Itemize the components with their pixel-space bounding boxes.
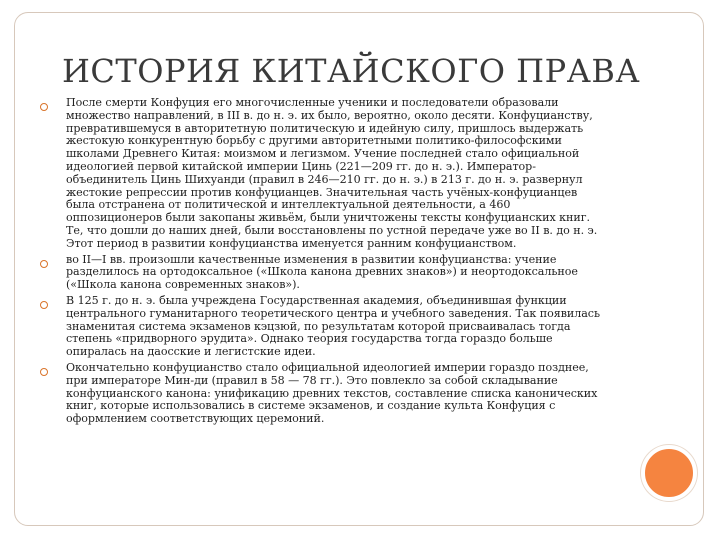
bullet-circle-icon (40, 301, 48, 309)
bullet-circle-icon (40, 260, 48, 268)
bullet-text: Окончательно конфуцианство стало официальной идеологией империи гораздо позднее, при императоре Мин-ди (правил в 58 — 78 гг.). Это повлекло за собой складывание конфуцианского канона: унификацию древних текстов, составление списка канонических книг, которые использовались в системе экзаменов, и создание культа Конфуция с оформлением соответствующих церемоний. (66, 360, 598, 426)
bullet-text: во II—I вв. произошли качественные изменения в развитии конфуцианства: учение разделилось на ортодоксальное («Школа канона древних знаков») и неортодоксальное («Школа канона современных знаков»). (66, 252, 578, 292)
bullet-circle-icon (40, 368, 48, 376)
slide-title: ИСТОРИЯ КИТАЙСКОГО ПРАВА (62, 52, 641, 90)
bullet-item (38, 362, 608, 426)
slide-content (38, 97, 608, 429)
bullet-circle-icon (40, 103, 48, 111)
bullet-list (38, 97, 608, 426)
bullet-text: После смерти Конфуция его многочисленные ученики и последователи образовали множество направлений, в III в. до н. э. их было, вероятно, около десяти. Конфуцианству, превратившемуся в авторитетную политическую и идейную силу, пришлось выдержать жестокую конкурентную борьбу с другими авторитетными политико-философскими школами Древнего Китая: моизмом и легизмом. Учение последней стало официальной идеологией первой китайской империи Цинь (221—209 гг. до н. э.). Император-объединитель Цинь Шихуанди (правил в 246—210 гг. до н. э.) в 213 г. до н. э. развернул жестокие репрессии против конфуцианцев. Значительная часть учёных-конфуцианцев была отстранена от политической и интеллектуальной деятельности, а 460 оппозиционеров были закопаны живьём, были уничтожены тексты конфуцианских книг. Те, что дошли до наших дней, были восстановлены по устной передаче уже во II в. до н. э. Этот период в развитии конфуцианства именуется ранним конфуцианством. (66, 96, 598, 250)
bullet-item (38, 254, 608, 292)
bullet-text: В 125 г. до н. э. была учреждена Государственная академия, объединившая функции центрального гуманитарного теоретического центра и учебного заведения. Так появилась знаменитая система экзаменов кэцзюй, по результатам которой присваивалась тогда степень «придворного эрудита». Однако теория государства тогда гораздо больше опиралась на даосские и легистские идеи. (66, 293, 600, 359)
bullet-item (38, 97, 608, 251)
bullet-item (38, 295, 608, 359)
decorative-circle (641, 445, 697, 501)
